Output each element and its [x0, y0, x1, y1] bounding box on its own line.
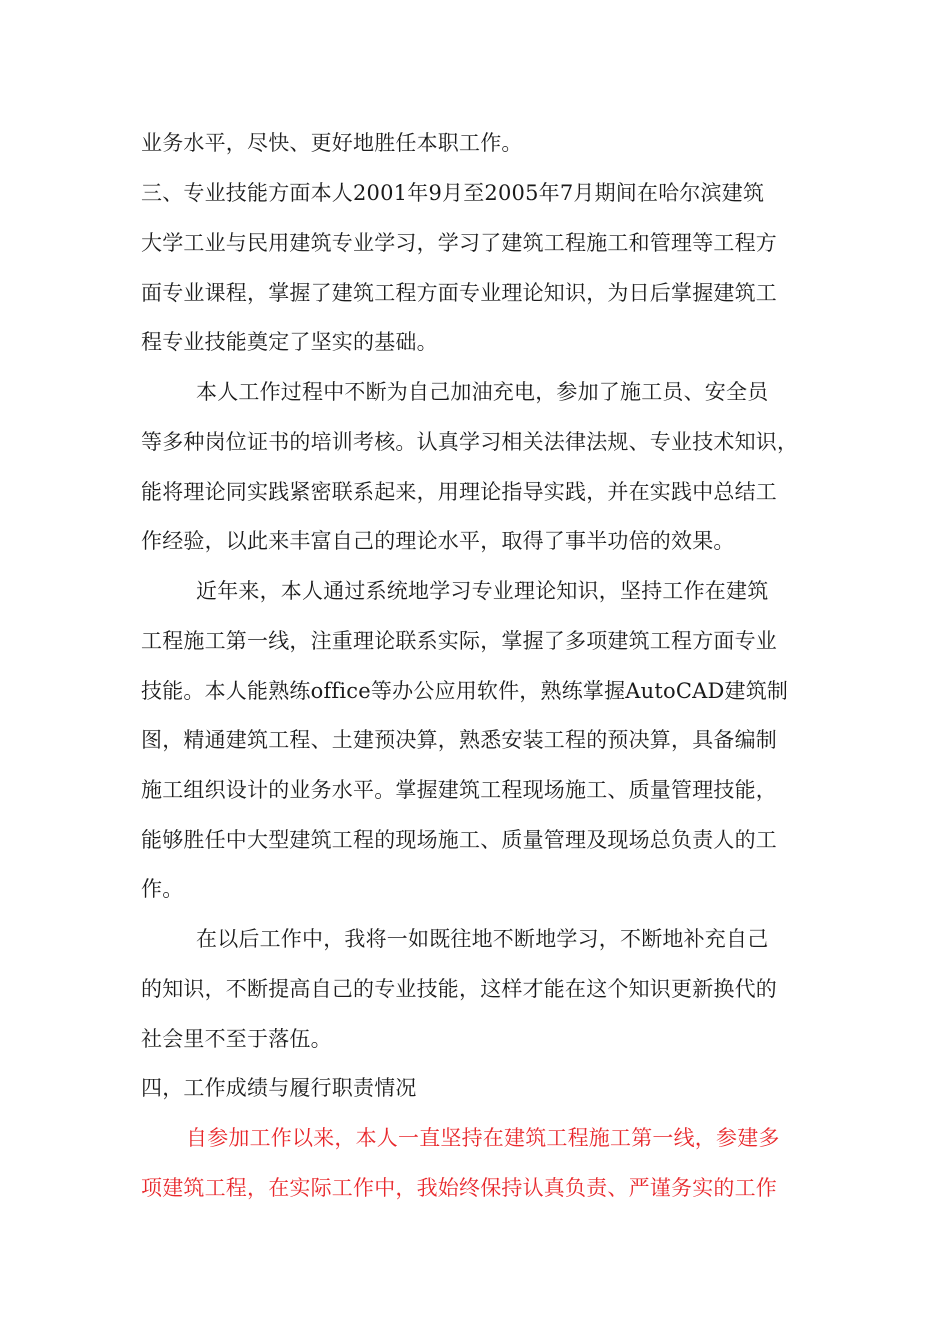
text-line: 施工组织设计的业务水平。掌握建筑工程现场施工、质量管理技能，: [141, 778, 777, 802]
section-heading-achievements: 四，工作成绩与履行职责情况: [141, 1076, 417, 1100]
text-line: 大学工业与民用建筑专业学习，学习了建筑工程施工和管理等工程方: [141, 231, 777, 255]
paragraph-start: 本人工作过程中不断为自己加油充电，参加了施工员、安全员: [196, 380, 769, 404]
text-line: 社会里不至于落伍。: [141, 1027, 332, 1051]
text-line: 能将理论同实践紧密联系起来，用理论指导实践，并在实践中总结工: [141, 480, 777, 504]
text-line: 图，精通建筑工程、土建预决算，熟悉安装工程的预决算，具备编制: [141, 728, 777, 752]
paragraph-start: 在以后工作中，我将一如既往地不断地学习，不断地补充自己: [196, 927, 769, 951]
paragraph-start: 近年来，本人通过系统地学习专业理论知识，坚持工作在建筑: [196, 579, 769, 603]
text-line: 能够胜任中大型建筑工程的现场施工、质量管理及现场总负责人的工: [141, 828, 777, 852]
text-line: 等多种岗位证书的培训考核。认真学习相关法律法规、专业技术知识，: [141, 430, 799, 454]
section-heading-skills: 三、专业技能方面本人2001年9月至2005年7月期间在哈尔滨建筑: [141, 181, 765, 205]
text-line: 的知识，不断提高自己的专业技能，这样才能在这个知识更新换代的: [141, 977, 777, 1001]
text-line: 程专业技能奠定了坚实的基础。: [141, 330, 438, 354]
highlighted-paragraph-start: 自参加工作以来，本人一直坚持在建筑工程施工第一线，参建多: [186, 1126, 780, 1150]
text-line: 作经验，以此来丰富自己的理论水平，取得了事半功倍的效果。: [141, 529, 735, 553]
text-line: 作。: [141, 877, 184, 901]
text-line: 面专业课程，掌握了建筑工程方面专业理论知识，为日后掌握建筑工: [141, 281, 777, 305]
text-line: 工程施工第一线，注重理论联系实际，掌握了多项建筑工程方面专业: [141, 629, 777, 653]
text-line: 技能。本人能熟练office等办公应用软件，熟练掌握AutoCAD建筑制: [141, 679, 789, 703]
text-line: 业务水平，尽快、更好地胜任本职工作。: [141, 131, 523, 155]
highlighted-text-line: 项建筑工程，在实际工作中，我始终保持认真负责、严谨务实的工作: [141, 1176, 777, 1200]
